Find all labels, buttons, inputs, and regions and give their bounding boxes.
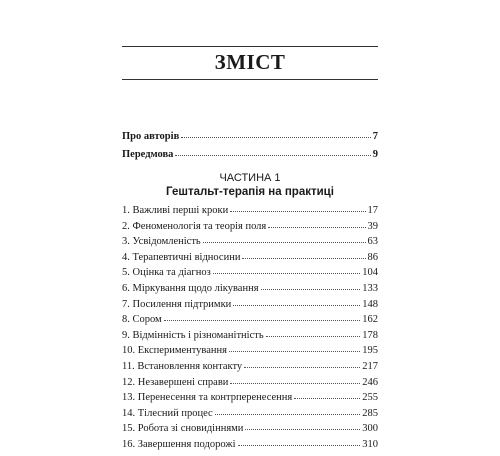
toc-entry <box>122 315 378 331</box>
toc-entry-page: 7 <box>372 131 378 142</box>
front-matter-list <box>122 132 378 168</box>
toc-leader-dots <box>268 227 365 228</box>
toc-entry-label: 12. Незавершені справи <box>122 376 229 388</box>
toc-entry <box>122 346 378 362</box>
toc-leader-dots <box>294 398 360 399</box>
toc-entry-page: 217 <box>362 360 378 372</box>
toc-entry-label: 2. Феноменологія та теорія поля <box>122 220 267 232</box>
toc-entry <box>122 150 378 168</box>
toc-entry-label: 3. Усвідомленість <box>122 236 201 248</box>
toc-entry <box>122 424 378 440</box>
toc-entry-page: 63 <box>367 236 378 248</box>
toc-entry <box>122 378 378 394</box>
toc-entry-label: 6. Міркування щодо лікування <box>122 282 259 294</box>
toc-leader-dots <box>203 242 366 243</box>
toc-leader-dots <box>164 320 361 321</box>
toc-entry-page: 300 <box>362 423 378 435</box>
toc-entry-label: 4. Терапевтичні відносини <box>122 251 241 263</box>
toc-leader-dots <box>175 155 370 156</box>
toc-leader-dots <box>233 305 360 306</box>
toc-entry-page: 133 <box>362 282 378 294</box>
toc-entry-label: 7. Посилення підтримки <box>122 298 232 310</box>
toc-entry-label: 1. Важливі перші кроки <box>122 205 229 216</box>
toc-leader-dots <box>242 258 365 259</box>
toc-entry <box>122 300 378 316</box>
toc-leader-dots <box>181 137 371 138</box>
toc-entry-label: 16. Завершення подорожі <box>122 438 236 450</box>
part-name: Гештальт-терапія на практиці <box>166 186 334 198</box>
toc-entry-label: 9. Відмінність і різноманітність <box>122 329 264 341</box>
toc-entry-page: 195 <box>362 345 378 357</box>
toc-entry-label: 5. Оцінка та діагноз <box>122 267 211 279</box>
bottom-rule <box>122 79 378 80</box>
toc-entry-label: 13. Перенесення та контрперенесення <box>122 392 293 404</box>
part-number: ЧАСТИНА 1 <box>219 172 281 184</box>
toc-entry <box>122 222 378 238</box>
toc-entry <box>122 132 378 150</box>
toc-entry <box>122 268 378 284</box>
toc-entry <box>122 206 378 222</box>
toc-leader-dots <box>229 351 360 352</box>
toc-entry-page: 310 <box>362 438 378 450</box>
toc-entry-page: 9 <box>372 149 378 160</box>
toc-entry <box>122 237 378 253</box>
toc-entry-page: 246 <box>362 376 378 388</box>
toc-entry-page: 39 <box>367 220 378 232</box>
page-title: ЗМІСТ <box>214 50 286 74</box>
part-heading <box>0 172 500 199</box>
toc-entry <box>122 440 378 456</box>
toc-entry-page: 285 <box>362 407 378 419</box>
top-rule <box>122 46 378 47</box>
chapter-list <box>122 206 378 456</box>
toc-entry-label: 14. Тілесний процес <box>122 407 213 419</box>
toc-leader-dots <box>213 273 361 274</box>
toc-leader-dots <box>230 383 360 384</box>
toc-leader-dots <box>238 445 361 446</box>
toc-leader-dots <box>261 289 361 290</box>
toc-entry <box>122 362 378 378</box>
toc-entry <box>122 409 378 425</box>
toc-entry <box>122 393 378 409</box>
toc-entry-page: 162 <box>362 314 378 326</box>
toc-entry-label: 8. Сором <box>122 314 162 326</box>
toc-entry <box>122 284 378 300</box>
toc-entry <box>122 331 378 347</box>
toc-entry <box>122 253 378 269</box>
toc-leader-dots <box>230 211 365 212</box>
toc-entry-page: 148 <box>362 298 378 310</box>
toc-entry-label: 10. Експериментування <box>122 345 227 357</box>
toc-leader-dots <box>245 429 360 430</box>
toc-entry-page: 178 <box>362 329 378 341</box>
toc-entry-label: Передмова <box>122 149 174 160</box>
toc-leader-dots <box>266 336 361 337</box>
toc-entry-label: 11. Встановлення контакту <box>122 360 243 372</box>
toc-entry-label: Про авторів <box>122 131 180 142</box>
toc-entry-page: 86 <box>367 251 378 263</box>
toc-leader-dots <box>244 367 360 368</box>
toc-entry-page: 104 <box>362 267 378 279</box>
toc-entry-page: 255 <box>362 392 378 404</box>
toc-entry-page: 17 <box>367 205 378 216</box>
toc-entry-label: 15. Робота зі сновидіннями <box>122 423 244 435</box>
toc-leader-dots <box>215 414 361 415</box>
